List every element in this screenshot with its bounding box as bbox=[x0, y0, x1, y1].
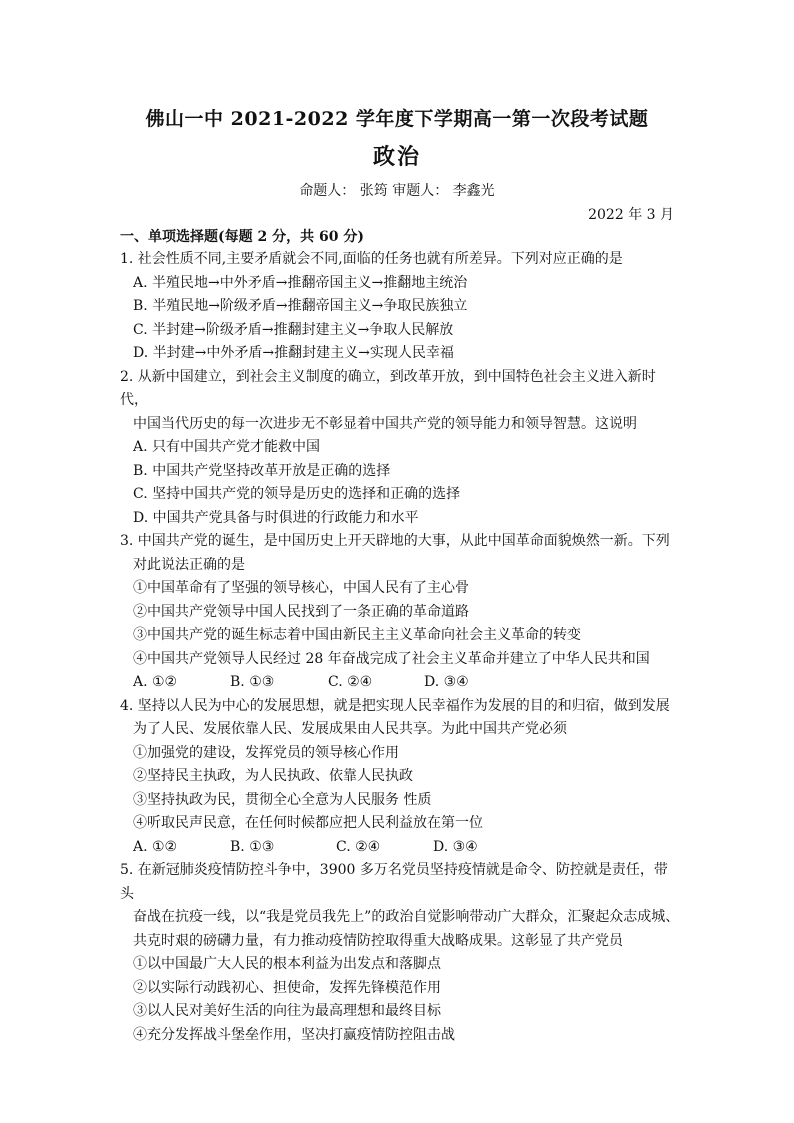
question-2-option-c: C. 坚持中国共产党的领导是历史的选择和正确的选择 bbox=[133, 486, 461, 502]
question-1-option-c: C. 半封建→阶级矛盾→推翻封建主义→争取人民解放 bbox=[133, 321, 454, 338]
question-3-choice-a: A. ①② bbox=[133, 674, 178, 690]
question-4-item-1: ①加强党的建设，发挥党员的领导核心作用 bbox=[133, 744, 399, 761]
section-heading: 一、单项选择题(每题 2 分，共 60 分) bbox=[120, 229, 364, 245]
question-1-option-b: B. 半殖民地→阶级矛盾→推翻帝国主义→争取民族独立 bbox=[133, 298, 468, 314]
exam-date: 2022 年 3 月 bbox=[588, 207, 674, 223]
question-2-stem: 2. 从新中国建立，到社会主义制度的确立，到改革开放，到中国特色社会主义进入新时代， bbox=[120, 368, 656, 408]
question-4-choice-d: D. ③④ bbox=[433, 838, 478, 855]
question-4-choice-b: B. ①③ bbox=[230, 838, 275, 855]
question-4-stem-cont: 为了人民、发展依靠人民、发展成果由人民共享。为此中国共产党必须 bbox=[133, 721, 567, 737]
question-5-item-3: ③以人民对美好生活的向往为最高理想和最终目标 bbox=[133, 1003, 441, 1019]
questions bbox=[120, 248, 680, 1047]
authors-line: 命题人： 张筠 审题人： 李鑫光 bbox=[299, 183, 495, 199]
question-5-item-2: ②以实际行动践初心、担使命，发挥先锋模范作用 bbox=[133, 979, 441, 996]
question-1-option-a: A. 半殖民地→中外矛盾→推翻帝国主义→推翻地主统治 bbox=[133, 274, 468, 291]
question-2-option-a: A. 只有中国共产党才能救中国 bbox=[133, 439, 321, 455]
question-1-option-d: D. 半封建→中外矛盾→推翻封建主义→实现人民幸福 bbox=[133, 345, 454, 361]
question-5-item-4: ④充分发挥战斗堡垒作用，坚决打赢疫情防控阻击战 bbox=[133, 1026, 455, 1043]
question-4-item-4: ④听取民声民意，在任何时候都应把人民利益放在第一位 bbox=[133, 815, 483, 831]
question-3-item-2: ②中国共产党领导中国人民找到了一条正确的革命道路 bbox=[133, 603, 469, 620]
question-3-stem: 3. 中国共产党的诞生，是中国历史上开天辟地的大事，从此中国革命面貌焕然一新。下列 bbox=[120, 533, 670, 549]
question-4-item-3: ③坚持执政为民，贯彻全心全意为人民服务 性质 bbox=[133, 791, 432, 808]
question-3-stem-cont: 对此说法正确的是 bbox=[133, 556, 245, 573]
question-2-stem-cont: 中国当代历史的每一次进步无不彰显着中国共产党的领导能力和领导智慧。这说明 bbox=[133, 415, 637, 432]
question-2-option-b: B. 中国共产党坚持改革开放是正确的选择 bbox=[133, 462, 391, 479]
question-2-option-d: D. 中国共产党具备与时俱进的行政能力和水平 bbox=[133, 509, 419, 526]
question-3-choice-d: D. ③④ bbox=[424, 674, 469, 690]
question-4-item-2: ②坚持民主执政，为人民执政、依靠人民执政 bbox=[133, 768, 413, 784]
question-5-item-1: ①以中国最广大人民的根本利益为出发点和落脚点 bbox=[133, 956, 441, 972]
question-5-stem: 5. 在新冠肺炎疫情防控斗争中，3900 多万名党员坚持疫情就是命令、防控就是责任，带头 bbox=[120, 862, 668, 902]
question-4-stem: 4. 坚持以人民为中心的发展思想，就是把实现人民幸福作为发展的目的和归宿，做到发展 bbox=[120, 697, 670, 714]
question-5-stem-cont-1: 奋战在抗疫一线，以“我是党员我先上”的政治自觉影响带动广大群众，汇聚起众志成城、 bbox=[133, 909, 680, 925]
question-4-choice-a: A. ①② bbox=[133, 838, 178, 855]
exam-title: 佛山一中 2021-2022 学年度下学期高一第一次段考试题 bbox=[145, 108, 649, 130]
question-1-stem: 1. 社会性质不同,主要矛盾就会不同,面临的任务也就有所差异。下列对应正确的是 bbox=[120, 251, 623, 267]
question-3-item-4: ④中国共产党领导人民经过 28 年奋战完成了社会主义革命并建立了中华人民共和国 bbox=[133, 650, 650, 667]
question-4-choice-c: C. ②④ bbox=[336, 838, 381, 855]
question-3-item-1: ①中国革命有了坚强的领导核心，中国人民有了主心骨 bbox=[133, 580, 469, 596]
question-5-stem-cont-2: 共克时艰的磅礴力量，有力推动疫情防控取得重大战略成果。这彰显了共产党员 bbox=[133, 932, 623, 949]
question-3-choices bbox=[120, 671, 680, 695]
subject-title: 政治 bbox=[372, 144, 421, 170]
question-4-choices bbox=[120, 836, 680, 860]
question-3-choice-c: C. ②④ bbox=[328, 674, 373, 690]
question-3-choice-b: B. ①③ bbox=[230, 674, 275, 690]
question-3-item-3: ③中国共产党的诞生标志着中国由新民主主义革命向社会主义革命的转变 bbox=[133, 627, 581, 643]
